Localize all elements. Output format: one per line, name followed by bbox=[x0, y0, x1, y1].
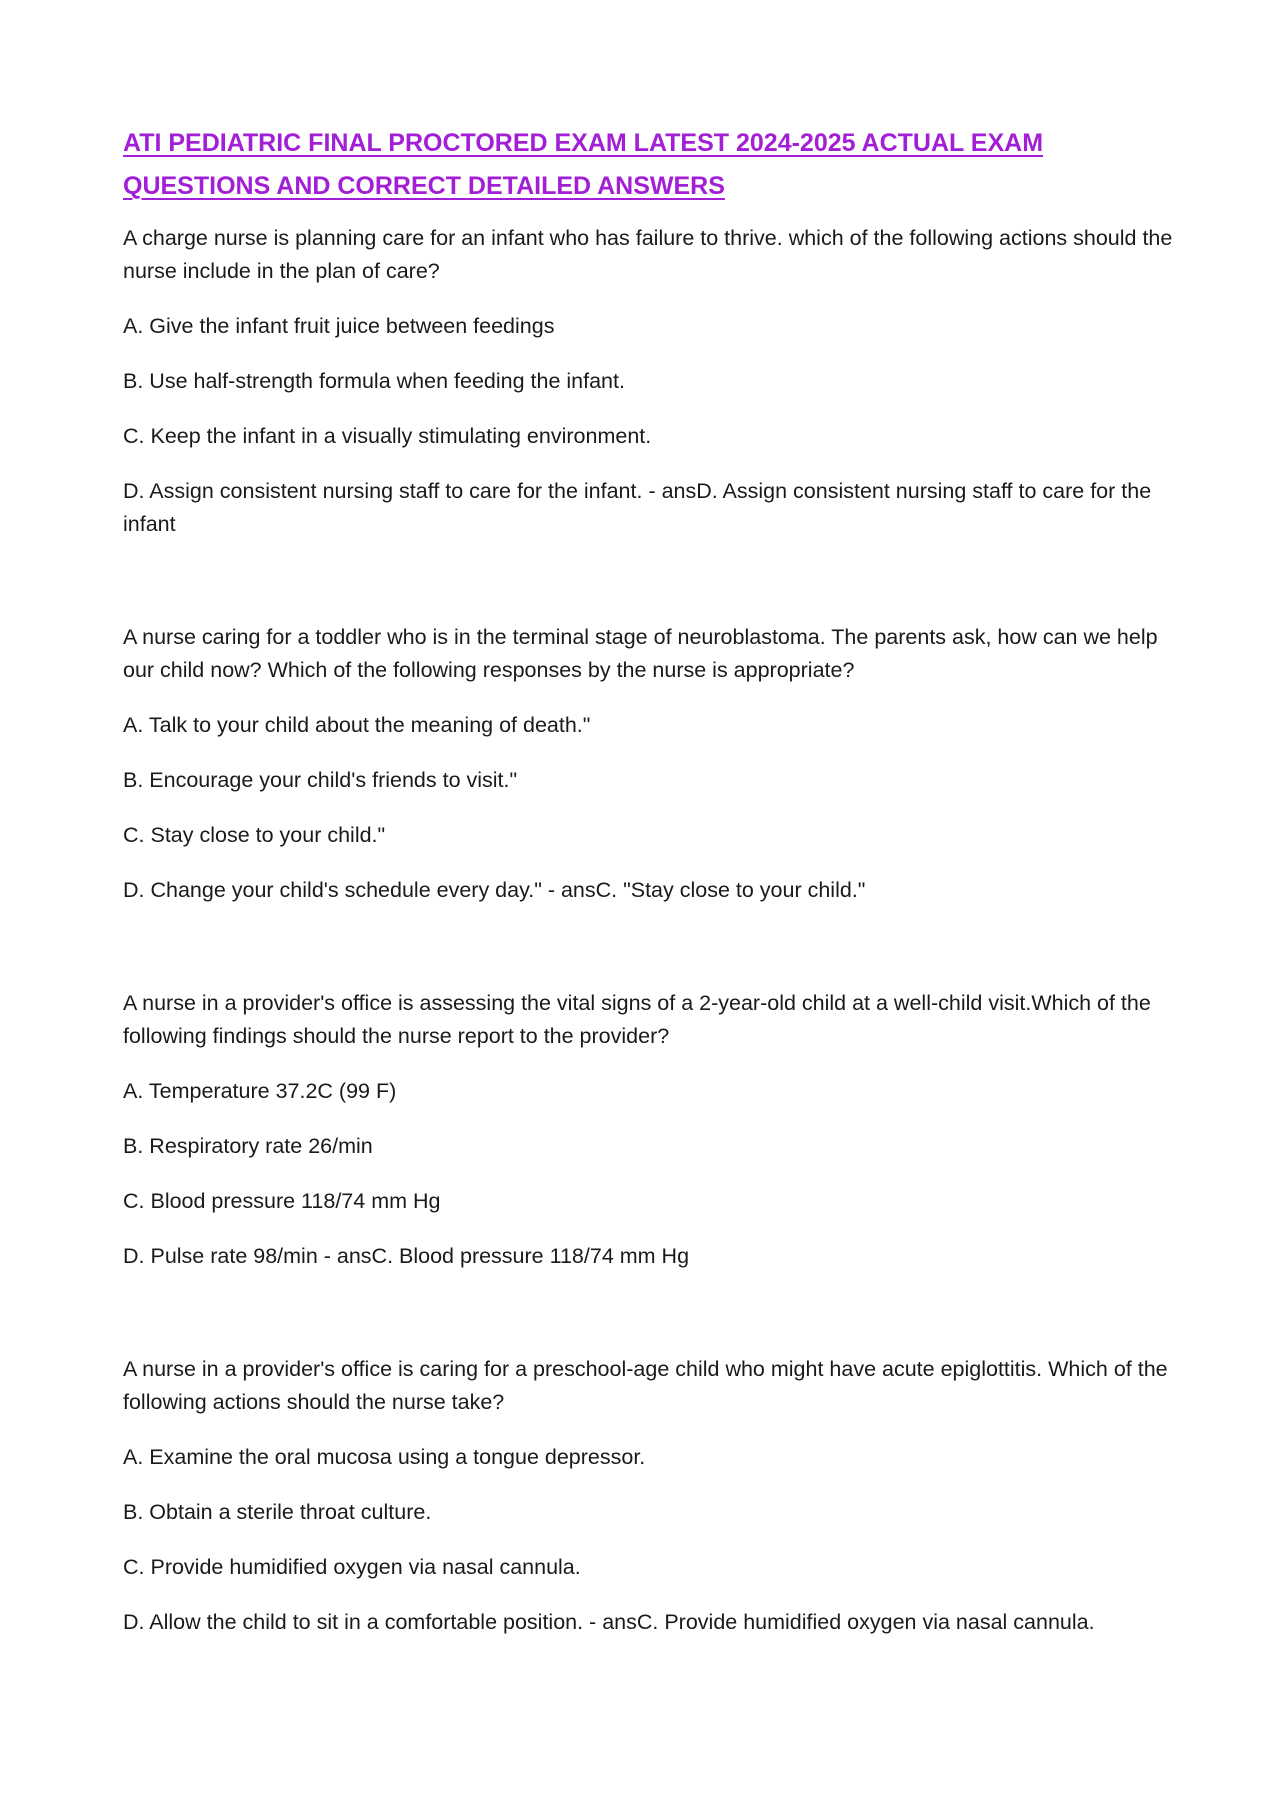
answer-option-a: A. Talk to your child about the meaning of death." bbox=[123, 713, 591, 737]
question-stem: A charge nurse is planning care for an infant who has failure to thrive. which of the following actions should the nurse include in the plan of care? bbox=[123, 226, 1173, 283]
question-block-2 bbox=[123, 621, 1173, 907]
answer-option-b: B. Respiratory rate 26/min bbox=[123, 1134, 373, 1158]
answer-option-c: C. Provide humidified oxygen via nasal cannula. bbox=[123, 1555, 581, 1579]
answer-option-b: B. Obtain a sterile throat culture. bbox=[123, 1500, 432, 1524]
answer-option-d: D. Pulse rate 98/min - ansC. Blood pressure 118/74 mm Hg bbox=[123, 1244, 690, 1268]
answer-option-c: C. Stay close to your child." bbox=[123, 823, 386, 847]
answer-option-a: A. Examine the oral mucosa using a tongue depressor. bbox=[123, 1445, 646, 1469]
answer-option-c: C. Keep the infant in a visually stimulating environment. bbox=[123, 424, 652, 448]
question-block-3 bbox=[123, 987, 1173, 1273]
answer-option-b: B. Encourage your child's friends to visit." bbox=[123, 768, 518, 792]
answer-option-a: A. Temperature 37.2C (99 F) bbox=[123, 1079, 397, 1103]
question-stem: A nurse caring for a toddler who is in the terminal stage of neuroblastoma. The parents ask, how can we help our child now? Which of the following responses by the nurse is appropriate? bbox=[123, 625, 1158, 682]
document-content bbox=[123, 122, 1173, 1661]
answer-option-a: A. Give the infant fruit juice between feedings bbox=[123, 314, 555, 338]
answer-option-d: D. Assign consistent nursing staff to care for the infant. - ansD. Assign consistent nursing staff to care for the infant bbox=[123, 479, 1152, 536]
answer-option-c: C. Blood pressure 118/74 mm Hg bbox=[123, 1189, 441, 1213]
answer-option-b: B. Use half-strength formula when feeding the infant. bbox=[123, 369, 625, 393]
question-block-4 bbox=[123, 1353, 1173, 1639]
question-stem: A nurse in a provider's office is caring for a preschool-age child who might have acute epiglottitis. Which of the following actions should the nurse take? bbox=[123, 1357, 1168, 1414]
document-title: ATI PEDIATRIC FINAL PROCTORED EXAM LATEST 2024-2025 ACTUAL EXAM QUESTIONS AND CORRECT DETAILED ANSWERS bbox=[123, 129, 1044, 200]
answer-option-d: D. Allow the child to sit in a comfortable position. - ansC. Provide humidified oxygen via nasal cannula. bbox=[123, 1610, 1095, 1634]
question-block-1 bbox=[123, 222, 1173, 541]
answer-option-d: D. Change your child's schedule every day." - ansC. "Stay close to your child." bbox=[123, 878, 866, 902]
question-stem: A nurse in a provider's office is assessing the vital signs of a 2-year-old child at a well-child visit.Which of the following findings should the nurse report to the provider? bbox=[123, 991, 1151, 1048]
